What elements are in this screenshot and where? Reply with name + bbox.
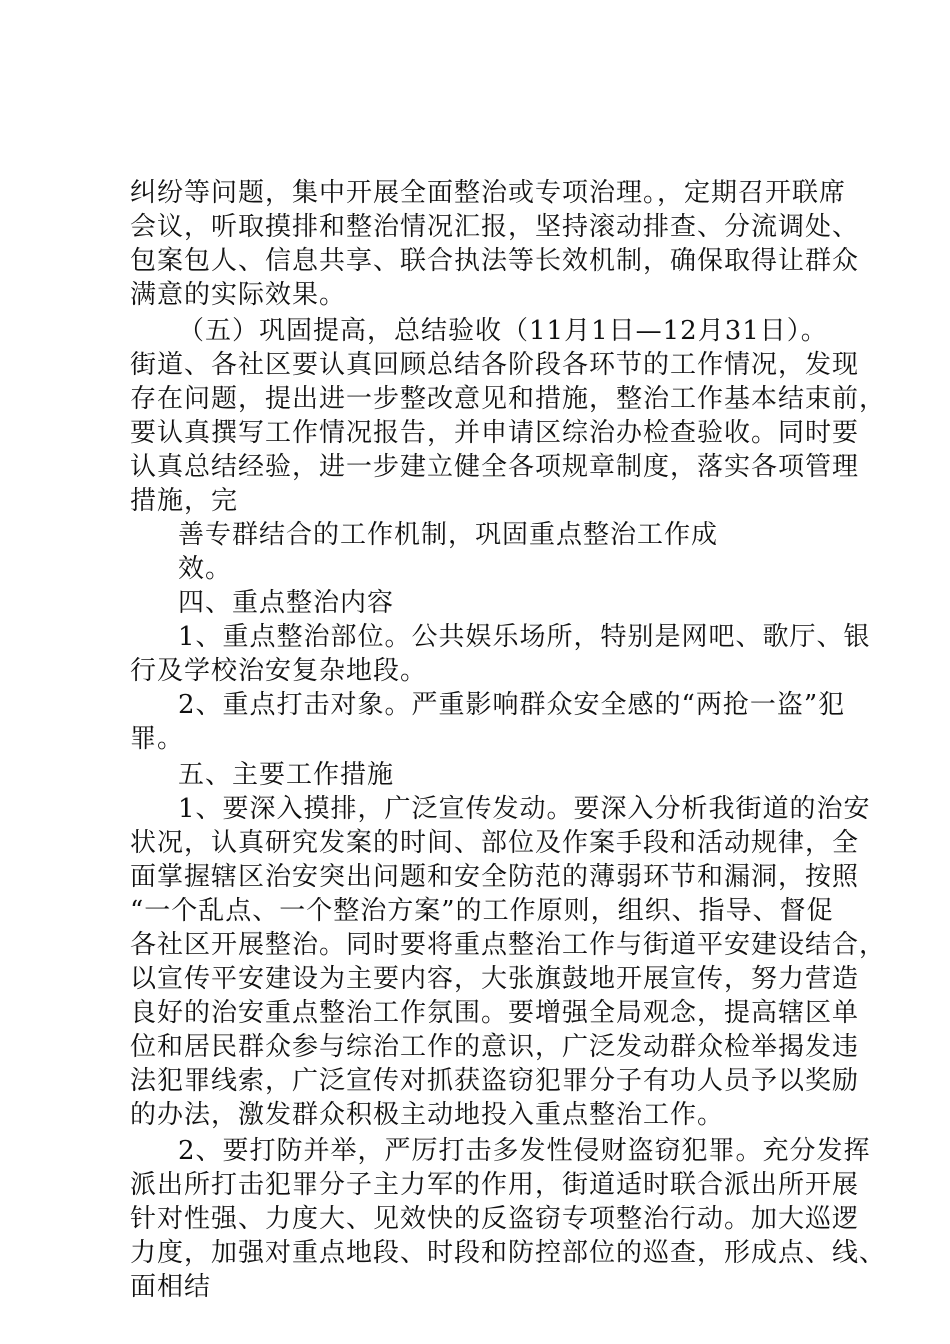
text-line: 满意的实际效果。 (130, 280, 347, 310)
text-line: 良好的治安重点整治工作氛围。要增强全局观念，提高辖区单 (130, 998, 860, 1028)
text-line: 纠纷等问题，集中开展全面整治或专项治理。，定期召开联席 (130, 178, 847, 208)
text-line: 针对性强、力度大、见效快的反盗窃专项整治行动。加大巡逻 (130, 1204, 860, 1234)
text-line: 派出所打击犯罪分子主力军的作用，街道适时联合派出所开展 (130, 1170, 860, 1200)
text-line: 面相结 (130, 1272, 212, 1302)
text-line: 的办法，激发群众积极主动地投入重点整治工作。 (130, 1100, 725, 1130)
text-line: 存在问题，提出进一步整改意见和措施，整治工作基本结束前， (130, 384, 887, 414)
text-line: 1、要深入摸排，广泛宣传发动。要深入分析我街道的治安 (178, 794, 871, 824)
text-line: 1、重点整治部位。公共娱乐场所，特别是网吧、歌厅、银 (178, 622, 871, 652)
text-line: 状况，认真研究发案的时间、部位及作案手段和活动规律，全 (130, 828, 860, 858)
text-line: 善专群结合的工作机制，巩固重点整治工作成 (178, 520, 719, 550)
section-heading: （五）巩固提高，总结验收（11月1日—12月31日）。 (178, 316, 828, 346)
text-line: 会议，听取摸排和整治情况汇报，坚持滚动排查、分流调处、 (130, 212, 860, 242)
text-line: 以宣传平安建设为主要内容，大张旗鼓地开展宣传，努力营造 (130, 964, 860, 994)
text-line: 效。 (178, 554, 233, 584)
text-line: 认真总结经验，进一步建立健全各项规章制度，落实各项管理 (130, 452, 860, 482)
text-line: 各社区开展整治。同时要将重点整治工作与街道平安建设结合， (130, 930, 887, 960)
text-line: 面掌握辖区治安突出问题和安全防范的薄弱环节和漏洞，按照 (130, 862, 860, 892)
text-line: 力度，加强对重点地段、时段和防控部位的巡查，形成点、线、 (130, 1238, 887, 1268)
text-line: 包案包人、信息共享、联合执法等长效机制，确保取得让群众 (130, 246, 860, 276)
text-line: 街道、各社区要认真回顾总结各阶段各环节的工作情况，发现 (130, 350, 860, 380)
text-line: 2、重点打击对象。严重影响群众安全感的“两抢一盗”犯 (178, 690, 846, 720)
text-line: 位和居民群众参与综治工作的意识，广泛发动群众检举揭发违 (130, 1032, 860, 1062)
text-line: 法犯罪线索，广泛宣传对抓获盗窃犯罪分子有功人员予以奖励 (130, 1066, 860, 1096)
text-line: 行及学校治安复杂地段。 (130, 656, 428, 686)
text-line: 要认真撰写工作情况报告，并申请区综治办检查验收。同时要 (130, 418, 860, 448)
text-line: 2、要打防并举，严厉打击多发性侵财盗窃犯罪。充分发挥 (178, 1136, 871, 1166)
text-line: 措施，完 (130, 486, 239, 516)
text-line: 罪。 (130, 724, 185, 754)
section-heading: 四、重点整治内容 (178, 588, 395, 618)
text-line: “一个乱点、一个整治方案”的工作原则，组织、指导、督促 (130, 896, 834, 926)
section-heading: 五、主要工作措施 (178, 760, 395, 790)
